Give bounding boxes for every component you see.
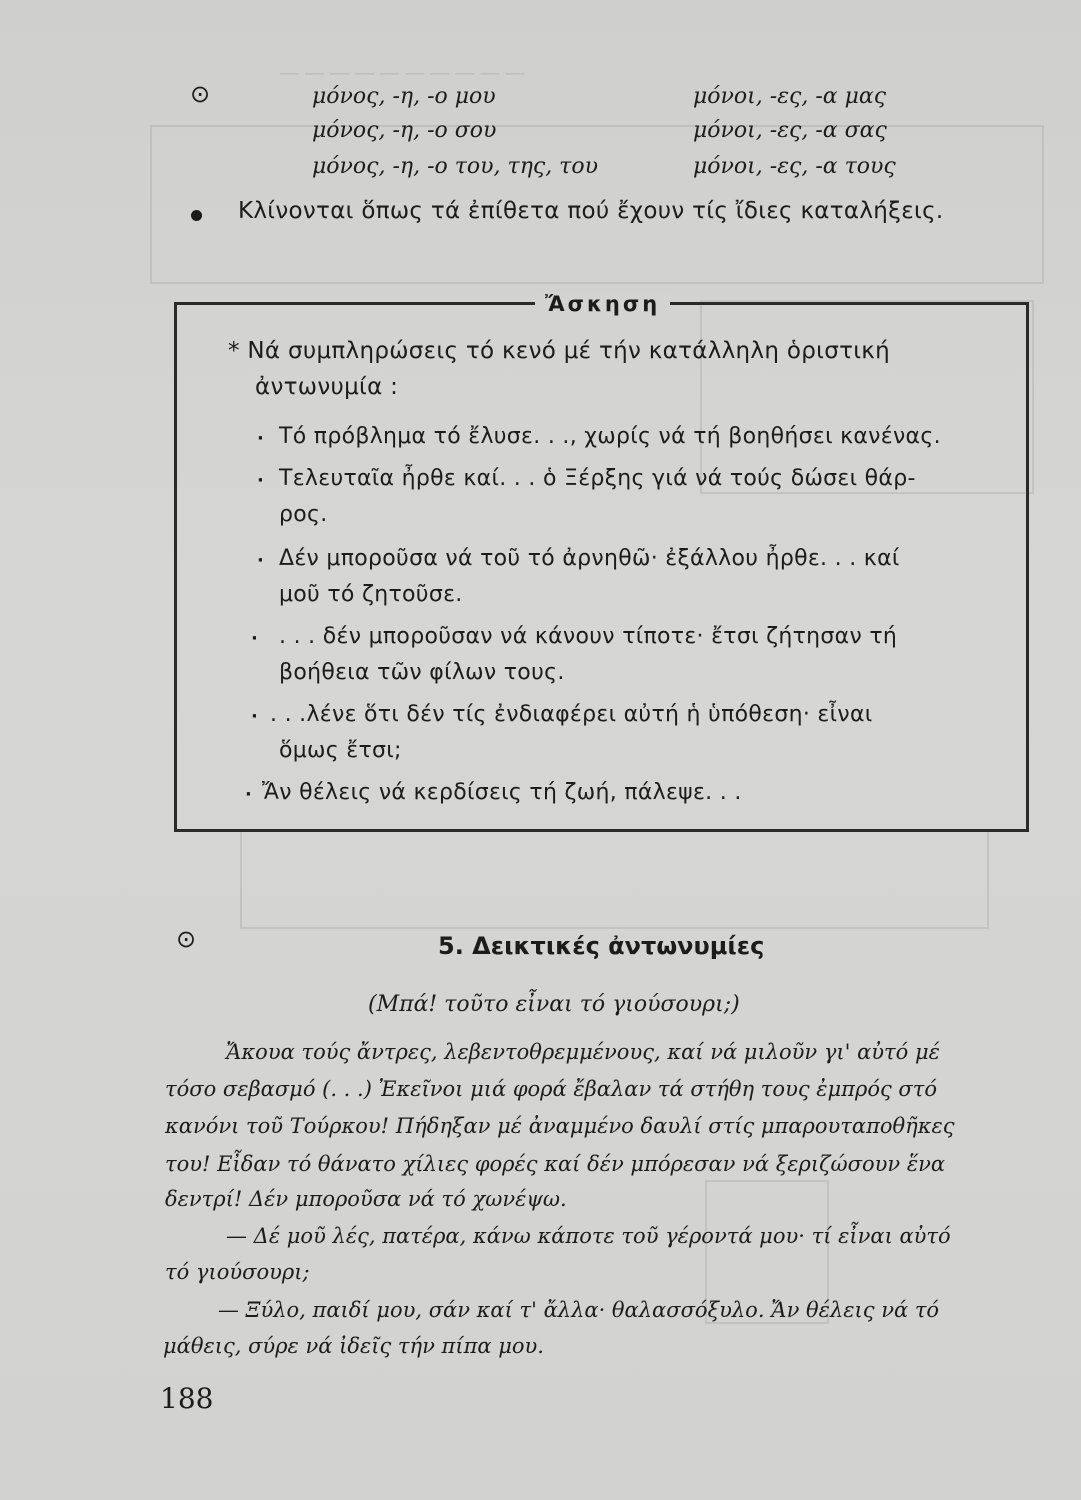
- exercise-instruction-line-2: ἀντωνυμία :: [255, 374, 399, 400]
- exercise-item-2-line-2: ρος.: [279, 502, 328, 527]
- exercise-item-3-line-1: Δέν μποροῦσα νά τοῦ τό ἀρνηθῶ· ἐξάλλου ἦρθε. . . καί: [279, 546, 900, 571]
- story-line-9: μάθεις, σύρε νά ἰδεῖς τήν πίπα μου.: [163, 1334, 544, 1358]
- exercise-title: Ἄσκηση: [535, 292, 670, 316]
- exercise-bullet: ·: [257, 428, 264, 449]
- paradigm-plural-1: μόνοι, -ες, -α μας: [693, 84, 887, 109]
- theta-marker: ⊙: [176, 925, 197, 953]
- exercise-item-5-line-1: . . .λένε ὅτι δέν τίς ἐνδιαφέρει αὐτή ἡ ὑπόθεση· εἶναι: [270, 702, 873, 727]
- paradigm-singular-1: μόνος, -η, -ο μου: [312, 84, 496, 109]
- paradigm-singular-2: μόνος, -η, -ο σου: [312, 118, 497, 143]
- story-line-2: τόσο σεβασμό (. . .) Ἐκεῖνοι μιά φορά ἔβαλαν τά στήθη τους ἐμπρός στό: [165, 1077, 938, 1101]
- story-line-3: κανόνι τοῦ Τούρκου! Πήδηξαν μέ ἀναμμένο δαυλί στίς μπαρουταποθῆκες: [165, 1114, 955, 1138]
- story-line-1: Ἄκουα τούς ἄντρες, λεβεντοθρεμμένους, καί νά μιλοῦν γι' αὐτό μέ: [226, 1040, 940, 1064]
- exercise-bullet: ·: [251, 628, 258, 649]
- exercise-item-2-line-1: Τελευταῖα ἦρθε καί. . . ὁ Ξέρξης γιά νά τούς δώσει θάρ-: [279, 466, 916, 491]
- section-subtitle: (Μπά! τοῦτο εἶναι τό γιούσουρι;): [368, 992, 740, 1017]
- story-line-6: — Δέ μοῦ λές, πατέρα, κάνω κάποτε τοῦ γέροντά μου· τί εἶναι αὐτό: [226, 1224, 951, 1248]
- exercise-instruction-line-1: * Νά συμπληρώσεις τό κενό μέ τήν κατάλληλη ὁριστική: [228, 338, 891, 364]
- exercise-item-1: Τό πρόβλημα τό ἔλυσε. . ., χωρίς νά τή βοηθήσει κανένας.: [279, 424, 941, 449]
- theta-marker: ⊙: [190, 80, 211, 108]
- exercise-bullet: ·: [245, 784, 252, 805]
- exercise-item-6: Ἄν θέλεις νά κερδίσεις τή ζωή, πάλεψε. . .: [262, 780, 742, 805]
- paradigm-plural-3: μόνοι, -ες, -α τους: [693, 154, 896, 179]
- exercise-item-5-line-2: ὅμως ἔτσι;: [279, 738, 402, 763]
- exercise-item-4-line-2: βοήθεια τῶν φίλων τους.: [279, 660, 565, 685]
- story-line-7: τό γιούσουρι;: [165, 1260, 310, 1284]
- bullet-dot: [191, 210, 202, 221]
- page-number: 188: [160, 1382, 214, 1415]
- exercise-bullet: ·: [257, 470, 264, 491]
- story-line-8: — Ξύλο, παιδί μου, σάν καί τ' ἄλλα· θαλασσόξυλο. Ἄν θέλεις νά τό: [218, 1298, 940, 1322]
- story-line-5: δεντρί! Δέν μποροῦσα νά τό χωνέψω.: [165, 1187, 567, 1211]
- exercise-bullet: ·: [257, 550, 264, 571]
- paradigm-plural-2: μόνοι, -ες, -α σας: [693, 118, 887, 143]
- bleed-through-text: ― ― ― ― ― ― ― ― ― ―: [280, 62, 525, 84]
- paradigm-singular-3: μόνος, -η, -ο του, της, του: [312, 154, 598, 179]
- exercise-item-3-line-2: μοῦ τό ζητοῦσε.: [279, 582, 463, 607]
- section-title: 5. Δεικτικές ἀντωνυμίες: [438, 932, 765, 960]
- exercise-item-4-line-1: . . . δέν μποροῦσαν νά κάνουν τίποτε· ἔτσι ζήτησαν τή: [279, 624, 898, 649]
- bleed-through-frame: [240, 830, 989, 929]
- inflection-note: Κλίνονται ὅπως τά ἐπίθετα πού ἔχουν τίς ἴδιες καταλήξεις.: [238, 198, 944, 224]
- story-line-4: του! Εἶδαν τό θάνατο χίλιες φορές καί δέν μπόρεσαν νά ξεριζώσουν ἕνα: [165, 1152, 946, 1176]
- exercise-bullet: ·: [251, 706, 258, 727]
